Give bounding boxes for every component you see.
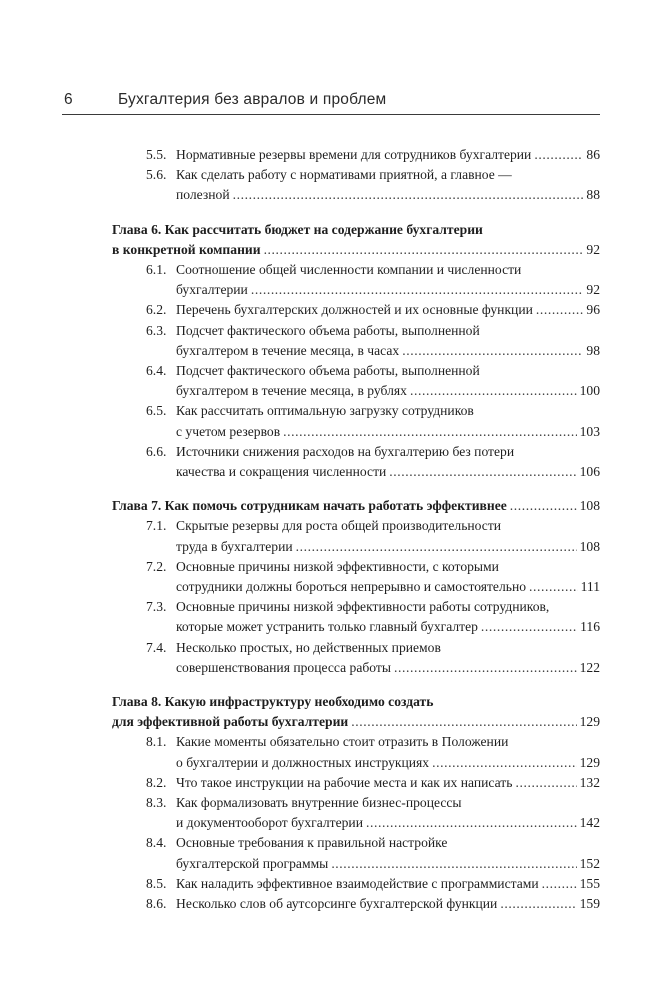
toc-section-number: 6.4. bbox=[146, 363, 167, 378]
toc-line bbox=[0, 516, 667, 536]
toc-line bbox=[0, 381, 667, 401]
toc-entry-text: Подсчет фактического объема работы, выполненной bbox=[176, 363, 480, 378]
toc-entry-text: Как рассчитать оптимальную загрузку сотрудников bbox=[176, 403, 474, 419]
toc-line bbox=[0, 658, 667, 678]
toc-section-number: 7.2. bbox=[146, 558, 167, 574]
toc-page-number: 103 bbox=[579, 423, 600, 439]
toc-line bbox=[0, 753, 667, 773]
toc-section-number: 8.5. bbox=[146, 875, 167, 891]
toc-line bbox=[0, 732, 667, 752]
toc-line bbox=[0, 240, 667, 260]
toc-entry-text: Перечень бухгалтерских должностей и их основные функции bbox=[176, 302, 533, 318]
toc-page-number: 129 bbox=[579, 754, 600, 770]
toc-page-number: 100 bbox=[579, 383, 600, 399]
toc-page-number: 122 bbox=[579, 659, 600, 675]
toc-line bbox=[0, 321, 667, 341]
toc-line bbox=[0, 300, 667, 320]
toc-line bbox=[0, 874, 667, 894]
toc-line bbox=[0, 462, 667, 482]
dot-leader bbox=[529, 577, 578, 597]
toc-section-number: 5.6. bbox=[146, 167, 167, 183]
toc-section-number: 8.6. bbox=[146, 896, 167, 911]
dot-leader bbox=[515, 773, 576, 793]
toc-entry-text: Основные причины низкой эффективности, с которыми bbox=[176, 558, 499, 574]
dot-leader bbox=[432, 753, 577, 773]
toc-entry-text: с учетом резервов bbox=[176, 423, 281, 439]
toc-section-number: 7.4. bbox=[146, 639, 167, 655]
dot-leader bbox=[510, 496, 577, 516]
toc-section-number: 8.2. bbox=[146, 774, 167, 790]
dot-leader bbox=[251, 280, 584, 300]
toc-entry-text: полезной bbox=[176, 187, 230, 203]
dot-leader bbox=[296, 537, 577, 557]
toc-page-number: 132 bbox=[579, 774, 600, 790]
toc-line bbox=[0, 280, 667, 300]
toc-section-number: 5.5. bbox=[146, 147, 167, 162]
toc-line bbox=[0, 894, 667, 914]
toc-page-number: 129 bbox=[579, 714, 600, 730]
toc-entry-text: в конкретной компании bbox=[112, 241, 261, 257]
dot-leader bbox=[536, 300, 584, 320]
toc-section-number: 6.5. bbox=[146, 403, 167, 419]
dot-leader bbox=[394, 658, 577, 678]
toc-page-number: 116 bbox=[580, 619, 600, 635]
dot-leader bbox=[351, 712, 576, 732]
toc-line bbox=[0, 422, 667, 442]
toc-line bbox=[0, 712, 667, 732]
dot-leader bbox=[264, 240, 584, 260]
dot-leader bbox=[331, 854, 576, 874]
toc-entry-text: Как наладить эффективное взаимодействие с программистами bbox=[176, 875, 539, 891]
toc-line bbox=[0, 597, 667, 617]
dot-leader bbox=[534, 145, 583, 165]
toc-page-number: 98 bbox=[586, 342, 600, 358]
dot-leader bbox=[283, 422, 576, 442]
toc-entry-text: Источники снижения расходов на бухгалтерию без потери bbox=[176, 443, 515, 459]
toc-section-number: 8.1. bbox=[146, 734, 167, 750]
toc-line bbox=[0, 185, 667, 205]
toc-page-number: 108 bbox=[579, 498, 600, 514]
toc-section-number: 6.1. bbox=[146, 262, 167, 277]
toc-line bbox=[0, 638, 667, 658]
toc-line bbox=[0, 496, 667, 516]
toc-entry-text: бухгалтером в течение месяца, в рублях bbox=[176, 383, 407, 399]
toc-entry-text: сотрудники должны бороться непрерывно и самостоятельно bbox=[176, 579, 527, 594]
toc-page-number: 88 bbox=[586, 187, 600, 203]
toc-page-number: 86 bbox=[586, 147, 600, 162]
toc-entry-text: бухгалтерской программы bbox=[176, 855, 329, 871]
toc-entry-text: Несколько слов об аутсорсинге бухгалтерской функции bbox=[176, 896, 498, 911]
toc-entry-text: которые может устранить только главный бухгалтер bbox=[176, 619, 478, 635]
toc-page-number: 155 bbox=[579, 875, 600, 891]
toc-entry-text: Несколько простых, но действенных приемов bbox=[176, 639, 441, 655]
toc-line bbox=[0, 260, 667, 280]
toc-entry-text: Основные причины низкой эффективности работы сотрудников, bbox=[176, 599, 550, 615]
toc-line bbox=[0, 557, 667, 577]
toc-page-number: 152 bbox=[579, 855, 600, 871]
toc-entry-text: совершенствования процесса работы bbox=[176, 659, 391, 675]
toc-line bbox=[0, 401, 667, 421]
toc-entry-text: Какие моменты обязательно стоит отразить в Положении bbox=[176, 734, 509, 750]
toc-line bbox=[0, 361, 667, 381]
toc-entry-text: Основные требования к правильной настройке bbox=[176, 835, 448, 851]
toc-page-number: 159 bbox=[579, 896, 600, 911]
toc-page-number: 111 bbox=[580, 579, 600, 594]
toc-section-number: 8.3. bbox=[146, 795, 167, 810]
running-title: Бухгалтерия без авралов и проблем bbox=[118, 91, 387, 108]
toc-line bbox=[0, 341, 667, 361]
toc-line bbox=[0, 537, 667, 557]
toc-section-number: 7.3. bbox=[146, 599, 167, 615]
toc-line bbox=[0, 692, 667, 712]
dot-leader bbox=[233, 185, 584, 205]
toc-entry-text: и документооборот бухгалтерии bbox=[176, 815, 363, 831]
toc-page-number: 106 bbox=[579, 464, 600, 479]
toc-entry-text: Глава 8. Какую инфраструктуру необходимо создать bbox=[112, 694, 434, 709]
toc-line bbox=[0, 793, 667, 813]
toc-entry-text: Глава 6. Как рассчитать бюджет на содержание бухгалтерии bbox=[112, 221, 483, 237]
toc-entry-text: для эффективной работы бухгалтерии bbox=[112, 714, 349, 730]
toc-section-number: 7.1. bbox=[146, 518, 167, 534]
toc-line bbox=[0, 442, 667, 462]
toc-page-number: 142 bbox=[579, 815, 600, 831]
dot-leader bbox=[389, 462, 576, 482]
toc-section-number: 6.3. bbox=[146, 322, 167, 338]
toc-line bbox=[0, 165, 667, 185]
dot-leader bbox=[402, 341, 583, 361]
toc-line bbox=[0, 854, 667, 874]
toc-entry-text: Скрытые резервы для роста общей производительности bbox=[176, 518, 502, 534]
toc-line bbox=[0, 813, 667, 833]
toc-entry-text: Подсчет фактического объема работы, выполненной bbox=[176, 322, 480, 338]
toc-entry-text: бухгалтером в течение месяца, в часах bbox=[176, 342, 400, 358]
toc-page-number: 108 bbox=[579, 538, 600, 554]
toc-line bbox=[0, 577, 667, 597]
dot-leader bbox=[366, 813, 577, 833]
dot-leader bbox=[500, 894, 576, 914]
toc-section-number: 6.2. bbox=[146, 302, 167, 318]
toc-line bbox=[0, 145, 667, 165]
toc-entry-text: Как формализовать внутренние бизнес-процессы bbox=[176, 795, 462, 810]
dot-leader bbox=[542, 874, 577, 894]
dot-leader bbox=[481, 617, 577, 637]
dot-leader bbox=[410, 381, 577, 401]
toc-entry-text: Что такое инструкции на рабочие места и как их написать bbox=[176, 774, 513, 790]
toc-section-number: 8.4. bbox=[146, 835, 167, 851]
toc-entry-text: Как сделать работу с нормативами приятной, а главное — bbox=[176, 167, 512, 183]
toc-entry-text: труда в бухгалтерии bbox=[176, 538, 293, 554]
toc-entry-text: о бухгалтерии и должностных инструкциях bbox=[176, 754, 430, 770]
toc-line bbox=[0, 617, 667, 637]
toc-line bbox=[0, 773, 667, 793]
page-header bbox=[62, 90, 600, 115]
toc-section-number: 6.6. bbox=[146, 443, 167, 459]
toc-line bbox=[0, 220, 667, 240]
toc-page-number: 96 bbox=[586, 302, 600, 318]
page-number: 6 bbox=[64, 91, 73, 108]
toc-page-number: 92 bbox=[586, 282, 600, 298]
toc-line bbox=[0, 833, 667, 853]
toc-page-number: 92 bbox=[586, 241, 600, 257]
toc-entry-text: Соотношение общей численности компании и численности bbox=[176, 262, 522, 277]
toc-entry-text: качества и сокращения численности bbox=[176, 464, 387, 479]
toc-entry-text: Нормативные резервы времени для сотрудников бухгалтерии bbox=[176, 147, 532, 162]
toc-entry-text: Глава 7. Как помочь сотрудникам начать работать эффективнее bbox=[112, 498, 507, 514]
toc-entry-text: бухгалтерии bbox=[176, 282, 248, 298]
